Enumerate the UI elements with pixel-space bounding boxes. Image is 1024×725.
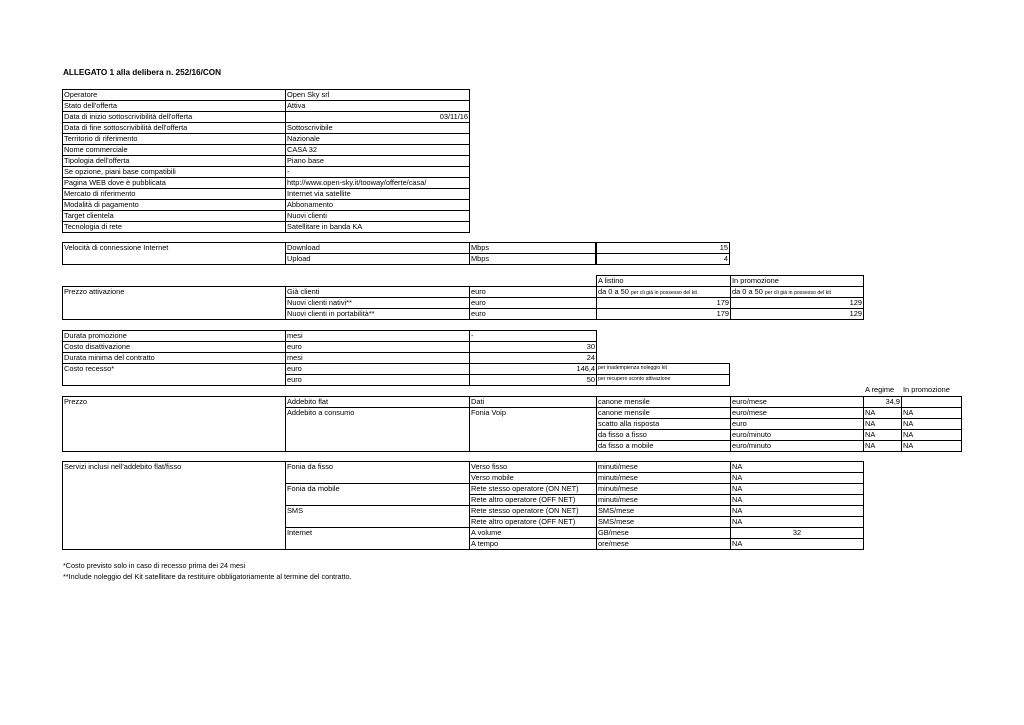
- service-name: Fonia Voip: [469, 407, 597, 452]
- footnote: *Costo previsto solo in caso di recesso prima dei 24 mesi: [63, 561, 246, 570]
- price-unit: euro/mese: [730, 407, 864, 419]
- speed-label: Velocità di connessione Internet: [62, 242, 286, 265]
- info-label: Operatore: [62, 89, 286, 101]
- term-label: Durata minima del contratto: [62, 352, 286, 364]
- column-header: In promozione: [903, 385, 950, 394]
- footnote: **Include noleggio del Kit satellitare da restituire obbligatoriamente al termine del contratto.: [63, 572, 352, 581]
- column-header: A regime: [865, 385, 895, 394]
- service-value: NA: [730, 516, 864, 528]
- info-value: Abbonamento: [285, 199, 470, 211]
- service-group: Fonia da mobile: [285, 483, 470, 506]
- column-header: A listino: [596, 275, 731, 287]
- speed-value: 4: [596, 253, 730, 265]
- service-item: Rete altro operatore (OFF NET): [469, 494, 597, 506]
- service-item: A tempo: [469, 538, 597, 550]
- term-value: 146,4: [469, 363, 597, 375]
- info-value: Attiva: [285, 100, 470, 112]
- regime-value: NA: [863, 418, 902, 430]
- info-label: Data di fine sottoscrivibilità dell'offerta: [62, 122, 286, 134]
- regime-value: 34,9: [863, 396, 902, 408]
- service-value: NA: [730, 505, 864, 517]
- service-unit: GB/mese: [596, 527, 731, 539]
- info-label: Territorio di riferimento: [62, 133, 286, 145]
- price-unit: euro: [469, 308, 597, 320]
- price-item: scatto alla risposta: [596, 418, 731, 430]
- promo-price: 129: [730, 297, 864, 309]
- term-note: per recupero sconto attivazione: [596, 374, 730, 386]
- regime-value: NA: [863, 440, 902, 452]
- price-unit: euro/minuto: [730, 429, 864, 441]
- listino-price: 179: [596, 297, 731, 309]
- term-value: 24: [469, 352, 597, 364]
- term-unit: mesi: [285, 330, 470, 342]
- promo-value: NA: [901, 429, 962, 441]
- price-label: Prezzo: [62, 396, 286, 452]
- listino-price: 179: [596, 308, 731, 320]
- document-title: ALLEGATO 1 alla delibera n. 252/16/CON: [63, 68, 222, 77]
- info-value: Nuovi clienti: [285, 210, 470, 222]
- service-unit: minuti/mese: [596, 461, 731, 473]
- service-value: NA: [730, 461, 864, 473]
- charge-type: Addebito a consumo: [285, 407, 470, 452]
- price-unit: euro/minuto: [730, 440, 864, 452]
- price-unit: euro/mese: [730, 396, 864, 408]
- services-label: Servizi inclusi nell'addebito flat/fisso: [62, 461, 286, 550]
- speed-direction: Download: [285, 242, 470, 254]
- term-label: Durata promozione: [62, 330, 286, 342]
- customer-type: Nuovi clienti nativi**: [285, 297, 470, 309]
- customer-type: Già clienti: [285, 286, 470, 298]
- price-item: da fisso a fisso: [596, 429, 731, 441]
- info-label: Nome commerciale: [62, 144, 286, 156]
- term-value: 30: [469, 341, 597, 353]
- price-unit: euro: [730, 418, 864, 430]
- regime-value: NA: [863, 407, 902, 419]
- info-value: -: [285, 166, 470, 178]
- listino-price: da 0 a 50 per cli già in possesso del kit: [596, 286, 731, 298]
- service-name: Dati: [469, 396, 597, 408]
- term-unit: euro: [285, 374, 470, 386]
- service-group: Internet: [285, 527, 470, 550]
- term-note: per inadempienza noleggio kit: [596, 363, 730, 375]
- price-unit: euro: [469, 286, 597, 298]
- activation-label: Prezzo attivazione: [62, 286, 286, 320]
- info-value: http://www.open-sky.it/tooway/offerte/casa/: [285, 177, 470, 189]
- info-label: Tipologia dell'offerta: [62, 155, 286, 167]
- service-value: NA: [730, 483, 864, 495]
- price-item: canone mensile: [596, 396, 731, 408]
- service-item: Rete stesso operatore (ON NET): [469, 483, 597, 495]
- service-item: A volume: [469, 527, 597, 539]
- service-item: Verso fisso: [469, 461, 597, 473]
- service-group: SMS: [285, 505, 470, 528]
- info-label: Se opzione, piani base compatibili: [62, 166, 286, 178]
- service-unit: minuti/mese: [596, 472, 731, 484]
- price-unit: euro: [469, 297, 597, 309]
- info-label: Tecnologia di rete: [62, 221, 286, 233]
- service-unit: minuti/mese: [596, 494, 731, 506]
- term-unit: euro: [285, 341, 470, 353]
- charge-type: Addebito flat: [285, 396, 470, 408]
- service-item: Verso mobile: [469, 472, 597, 484]
- info-value: CASA 32: [285, 144, 470, 156]
- promo-value: NA: [901, 440, 962, 452]
- regime-value: NA: [863, 429, 902, 441]
- promo-price: 129: [730, 308, 864, 320]
- service-unit: SMS/mese: [596, 516, 731, 528]
- term-label: Costo recesso*: [62, 363, 286, 386]
- info-label: Target clientela: [62, 210, 286, 222]
- term-value: -: [469, 330, 597, 342]
- speed-unit: Mbps: [469, 242, 596, 254]
- term-unit: mesi: [285, 352, 470, 364]
- promo-value: NA: [901, 407, 962, 419]
- term-unit: euro: [285, 363, 470, 375]
- info-value: Sottoscrivibile: [285, 122, 470, 134]
- info-label: Modalità di pagamento: [62, 199, 286, 211]
- service-value: NA: [730, 538, 864, 550]
- speed-unit: Mbps: [469, 253, 596, 265]
- term-label: Costo disattivazione: [62, 341, 286, 353]
- service-item: Rete stesso operatore (ON NET): [469, 505, 597, 517]
- service-item: Rete altro operatore (OFF NET): [469, 516, 597, 528]
- info-value: Internet via satellite: [285, 188, 470, 200]
- info-value: Open Sky srl: [285, 89, 470, 101]
- speed-direction: Upload: [285, 253, 470, 265]
- service-group: Fonia da fisso: [285, 461, 470, 484]
- promo-price: da 0 a 50 per cli già in possesso del kit: [730, 286, 864, 298]
- info-label: Pagina WEB dove è pubblicata: [62, 177, 286, 189]
- info-value: 03/11/16: [285, 111, 470, 123]
- speed-value: 15: [596, 242, 730, 254]
- info-label: Mercato di riferimento: [62, 188, 286, 200]
- customer-type: Nuovi clienti in portabilità**: [285, 308, 470, 320]
- service-value: NA: [730, 472, 864, 484]
- promo-value: NA: [901, 418, 962, 430]
- info-value: Satellitare in banda KA: [285, 221, 470, 233]
- term-value: 50: [469, 374, 597, 386]
- info-value: Piano base: [285, 155, 470, 167]
- service-unit: SMS/mese: [596, 505, 731, 517]
- service-value: 32: [730, 527, 864, 539]
- info-label: Stato dell'offerta: [62, 100, 286, 112]
- price-item: da fisso a mobile: [596, 440, 731, 452]
- price-item: canone mensile: [596, 407, 731, 419]
- service-value: NA: [730, 494, 864, 506]
- info-value: Nazionale: [285, 133, 470, 145]
- service-unit: ore/mese: [596, 538, 731, 550]
- column-header: In promozione: [730, 275, 864, 287]
- info-label: Data di inizio sottoscrivibilità dell'offerta: [62, 111, 286, 123]
- service-unit: minuti/mese: [596, 483, 731, 495]
